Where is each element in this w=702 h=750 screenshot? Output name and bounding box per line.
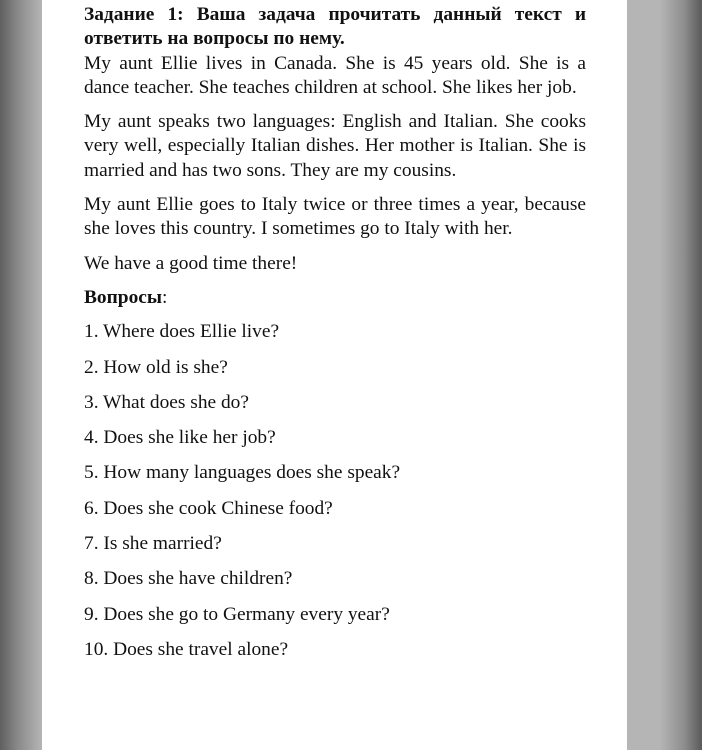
paragraph-4: We have a good time there!: [84, 252, 298, 274]
question-item: 7. Is she married?: [84, 533, 222, 555]
question-item: 6. Does she cook Chinese food?: [84, 497, 333, 519]
question-item: 8. Does she have children?: [84, 568, 293, 590]
paragraph-3: My aunt Ellie goes to Italy twice or three times a year, because she loves this country. I sometimes go to Italy with her.: [84, 194, 586, 240]
question-item: 9. Does she go to Germany every year?: [84, 603, 390, 625]
paragraph-2: My aunt speaks two languages: English and Italian. She cooks very well, especially Italian dishes. Her mother is Italian. She is married and has two sons. They are my cousins.: [84, 111, 586, 181]
document-content: [84, 0, 586, 673]
paragraph-1: My aunt Ellie lives in Canada. She is 45 years old. She is a dance teacher. She teaches children at school. She likes her job.: [84, 52, 586, 98]
question-item: 2. How old is she?: [84, 356, 228, 378]
question-item: 10. Does she travel alone?: [84, 638, 289, 660]
questions-heading-label: Вопросы: [84, 286, 163, 308]
questions-heading-colon: :: [162, 286, 168, 308]
questions-heading: [84, 286, 586, 310]
question-item: 5. How many languages does she speak?: [84, 462, 401, 484]
task-title: Задание 1: Ваша задача прочитать данный текст и ответить на вопросы по нему.: [84, 4, 586, 50]
question-item: 1. Where does Ellie live?: [84, 321, 280, 343]
questions-list: [84, 320, 586, 662]
question-item: 4. Does she like her job?: [84, 427, 276, 449]
question-item: 3. What does she do?: [84, 391, 249, 413]
